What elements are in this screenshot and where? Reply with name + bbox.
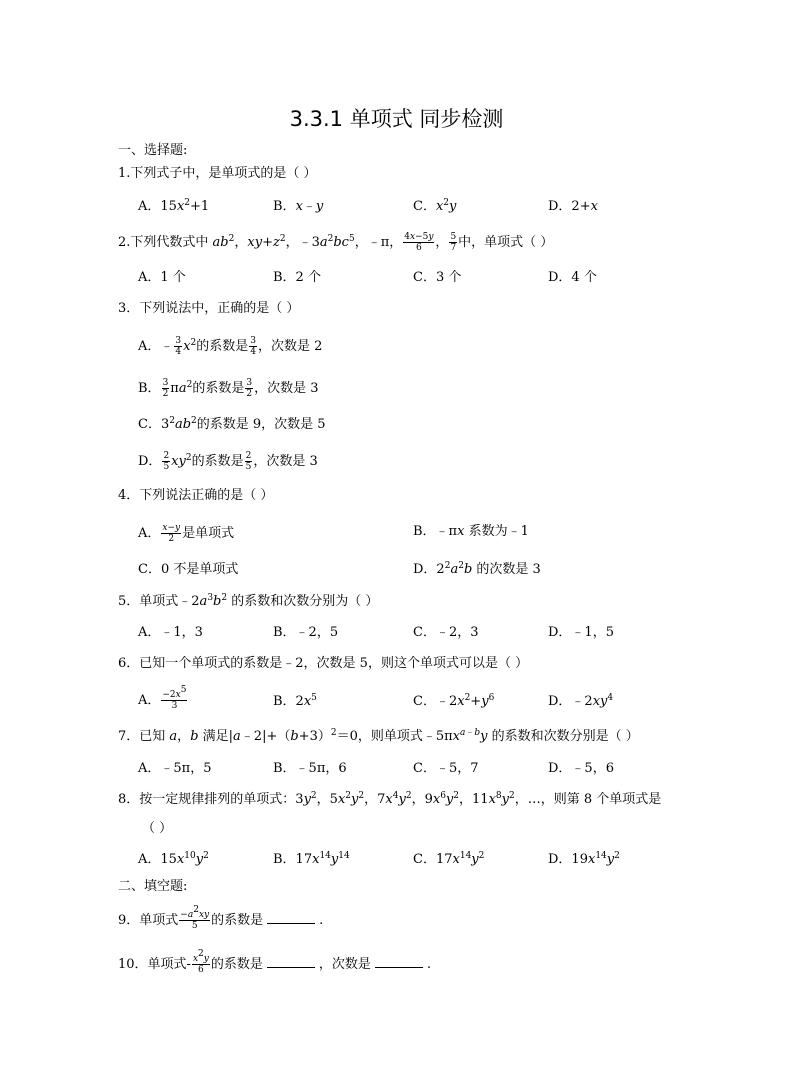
q4-option-b: B．﹣πx 系数为﹣1: [413, 524, 529, 539]
section-heading-fill: 二、填空题:: [118, 879, 188, 894]
q6-option-d: D．$﹣2xy^4$: [548, 693, 614, 709]
q1-option-c: C．$x^2y$: [413, 198, 457, 214]
q4-option-c: C．0 不是单项式: [138, 562, 239, 577]
q6-option-b: B．$2x^5$: [273, 693, 317, 709]
question-8: 8．按一定规律排列的单项式：$3y^2$，$5x^2y^2$，$7x^4y^2$，$9x^6y^2$，$11x^8y^2$，…，则第 8 个单项式是: [118, 791, 662, 807]
q1-option-b: B．x﹣y: [273, 199, 324, 214]
q1-option-d: D．2+x: [548, 199, 598, 214]
q8-option-c: C．$17x^{14}y^2$: [413, 851, 485, 867]
q7-option-b: B．﹣5π，6: [273, 761, 347, 776]
question-2: 2.下列代数式中 $ab^2$，$xy+z^2$，$﹣3a^2bc^5$，﹣π， $\frac{4x-5y}{6}$ ， $\frac{5}{7}$ 中，单项式（ ）: [118, 232, 554, 253]
q7-option-d: D．﹣5，6: [548, 761, 614, 776]
q2-option-d: D．4 个: [548, 270, 597, 285]
q4-option-a: A． $\frac{x-y}{2}$ 是单项式: [138, 523, 235, 544]
question-7: 7．已知 a，b 满足$|a﹣2|+(b+3)^2=0$，则单项式$﹣5\pi x^{a﹣b}y$ 的系数和次数分别是（ ）: [118, 728, 639, 744]
question-4: 4．下列说法正确的是（ ）: [118, 488, 274, 503]
q6-option-c: C．$﹣2x^2+y^6$: [413, 693, 495, 709]
q1-option-a: A．$15x^2+1$: [138, 198, 210, 214]
q5-option-a: A．﹣1，3: [138, 625, 203, 640]
question-5: 5．单项式$﹣2a^3b^2$ 的系数和次数分别为（ ）: [118, 593, 379, 609]
q2-option-b: B．2 个: [273, 270, 321, 285]
q10-degree-blank[interactable]: [375, 955, 423, 968]
q7-option-c: C．﹣5，7: [413, 761, 479, 776]
q8-option-a: A．$15x^{10}y^2$: [138, 851, 209, 867]
question-9: 9．单项式 $\frac{-a^2xy}{5}$ 的系数是 .: [118, 905, 324, 931]
question-8-paren: （ ）: [142, 821, 173, 836]
q10-coefficient-blank[interactable]: [267, 955, 315, 968]
q5-option-b: B．﹣2，5: [273, 625, 339, 640]
question-10: 10．单项式- $\frac{x^2y}{6}$ 的系数是 ，次数是 .: [118, 949, 432, 975]
q3-option-c: C．$3^2ab^2$的系数是 9，次数是 5: [138, 416, 326, 432]
q5-option-c: C．﹣2，3: [413, 625, 479, 640]
q8-option-b: B．$17x^{14}y^{14}$: [273, 851, 350, 867]
question-1: 1.下列式子中，是单项式的是（ ）: [118, 166, 317, 181]
q8-option-d: D．$19x^{14}y^2$: [548, 851, 620, 867]
section-heading-choice: 一、选择题:: [118, 143, 188, 158]
q9-answer-blank[interactable]: [267, 911, 315, 924]
question-3: 3．下列说法中，正确的是（ ）: [118, 301, 300, 316]
q3-option-d: D． $\frac{2}{5}$ $xy^2$的系数是 $\frac{2}{5}$ ，次数是 3: [138, 451, 318, 472]
q3-option-b: B． $\frac{3}{2}$ $\pi a^2$的系数是 $\frac{3}{2}$ ，次数是 3: [138, 378, 319, 399]
page-title: 3.3.1 单项式 同步检测: [289, 107, 504, 131]
q4-option-d: D．$2^2a^2b$ 的次数是 3: [413, 561, 541, 577]
q2-option-a: A．1 个: [138, 270, 186, 285]
q3-option-a: A．﹣ $\frac{3}{4}$ $x^2$的系数是 $\frac{3}{4}$ ，次数是 2: [138, 336, 323, 357]
q6-option-a: A． $\frac{-2x^5}{3}$: [138, 685, 187, 711]
q2-option-c: C．3 个: [413, 270, 462, 285]
question-6: 6．已知一个单项式的系数是﹣2，次数是 5，则这个单项式可以是（ ）: [118, 656, 529, 671]
q7-option-a: A．﹣5π，5: [138, 761, 212, 776]
q5-option-d: D．﹣1，5: [548, 625, 614, 640]
